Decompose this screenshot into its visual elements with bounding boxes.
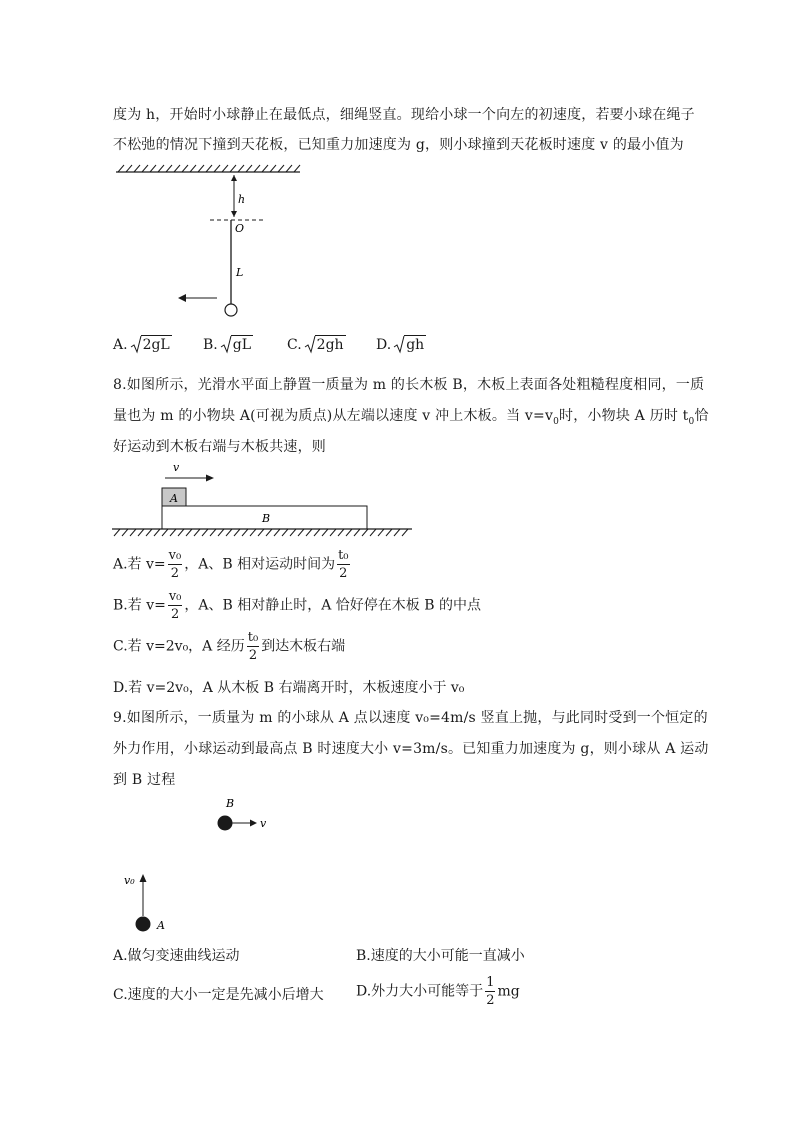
label-v: v xyxy=(173,461,180,474)
sqrt-sign: 2gh xyxy=(304,337,346,353)
q9-text-line-1: 9.如图所示，一质量为 m 的小球从 A 点以速度 v₀=4m/s 竖直上抛，与此同时受到一个恒定的 xyxy=(113,710,708,726)
fraction: $\frac{\text{v₀}}{2}$ xyxy=(168,589,182,622)
q8-board-figure xyxy=(110,458,420,544)
q7-option-b[interactable]: B. gL xyxy=(203,337,252,353)
label-b: B xyxy=(262,512,271,525)
sqrt-sign: 2gL xyxy=(130,337,172,353)
label-v0: v₀ xyxy=(124,874,135,887)
q8-text-line-3: 好运动到木板右端与木板共速，则 xyxy=(113,439,326,455)
q9-ball-figure xyxy=(120,795,290,940)
fraction: $\frac{\text{t₀}}{2}$ xyxy=(338,548,349,581)
fraction: $\frac{\text{t₀}}{2}$ xyxy=(247,630,259,663)
q7-pendulum-figure xyxy=(110,162,310,322)
q7-option-c[interactable]: C. 2gh xyxy=(287,337,344,353)
q7-option-a[interactable]: A. 2gL xyxy=(113,337,170,353)
label-l: L xyxy=(236,266,244,279)
fraction: $\frac{\text{v₀}}{2}$ xyxy=(168,548,182,581)
q9-option-d[interactable]: D.外力大小可能等于 $\frac{1}{2}$ mg xyxy=(356,975,520,1008)
q8-option-d[interactable]: D.若 v=2v₀，A 从木板 B 右端离开时，木板速度小于 v₀ xyxy=(113,680,465,696)
label-a: A xyxy=(170,492,178,505)
label-v: v xyxy=(260,817,267,830)
q7-option-d[interactable]: D. gh xyxy=(376,337,425,353)
label-o: O xyxy=(235,222,245,235)
label-b: B xyxy=(226,797,235,810)
q7-text-line-2: 不松弛的情况下撞到天花板，已知重力加速度为 g，则小球撞到天花板时速度 v 的最小值为 xyxy=(113,137,684,153)
fraction: $\frac{1}{2}$ xyxy=(486,975,495,1008)
q8-option-b[interactable]: B.若 v= $\frac{\text{v₀}}{2}$ ，A、B 相对静止时，A 恰好停在木板 B 的中点 xyxy=(113,589,481,622)
label-a: A xyxy=(157,919,165,932)
q9-option-b[interactable]: B.速度的大小可能一直减小 xyxy=(356,948,525,964)
q8-text-line-1: 8.如图所示，光滑水平面上静置一质量为 m 的长木板 B，木板上表面各处粗糙程度相同，一质 xyxy=(113,377,705,393)
q9-text-line-3: 到 B 过程 xyxy=(113,772,176,788)
q9-option-c[interactable]: C.速度的大小一定是先减小后增大 xyxy=(113,987,324,1003)
q9-option-a[interactable]: A.做匀变速曲线运动 xyxy=(113,948,240,964)
q8-option-a[interactable]: A.若 v= $\frac{\text{v₀}}{2}$ ，A、B 相对运动时间为 $\frac{\text{t₀}}{2}$ xyxy=(113,548,349,581)
q8-option-c[interactable]: C.若 v=2v₀，A 经历 $\frac{\text{t₀}}{2}$ 到达木板右端 xyxy=(113,630,346,663)
sqrt-sign: gL xyxy=(220,337,253,353)
q7-text-line-1: 度为 h，开始时小球静止在最低点，细绳竖直。现给小球一个向左的初速度，若要小球在绳子 xyxy=(113,107,695,123)
q8-text-line-2: 量也为 m 的小物块 A(可视为质点)从左端以速度 v 冲上木板。当 $v=v_0$时，小物块 A 历时 $t_0$恰 xyxy=(113,408,709,427)
sqrt-sign: gh xyxy=(393,337,426,353)
label-h: h xyxy=(238,193,246,206)
q9-text-line-2: 外力作用，小球运动到最高点 B 时速度大小 v=3m/s。已知重力加速度为 g，则小球从 A 运动 xyxy=(113,741,709,757)
